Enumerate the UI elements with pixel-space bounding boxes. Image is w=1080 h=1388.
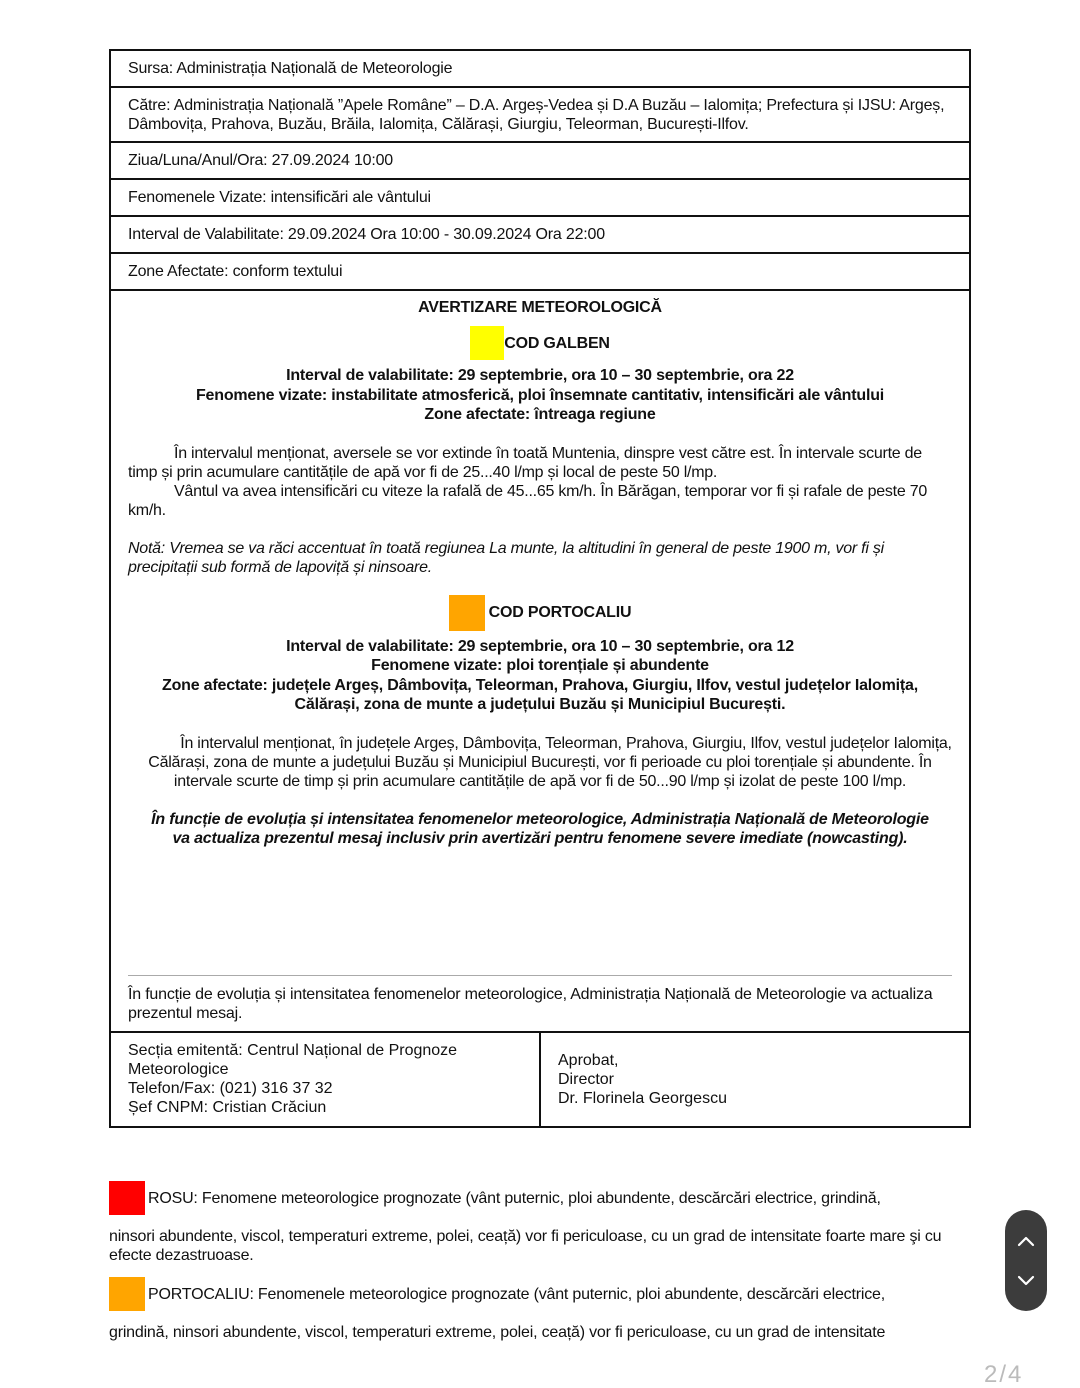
issuing-chief: Șef CNPM: Cristian Crăciun xyxy=(128,1099,327,1116)
legend-red-rest: ninsori abundente, viscol, temperaturi extreme, polei, ceață) vor fi periculoase, cu un grad de intensitate foarte mare şi cu efecte dezastruoase. xyxy=(109,1228,942,1264)
warning-title: AVERTIZARE METEOROLOGICĂ xyxy=(418,299,662,316)
approval-label: Aprobat, xyxy=(558,1052,619,1069)
orange-code-label: COD PORTOCALIU xyxy=(488,604,632,621)
chevron-down-icon xyxy=(1017,1275,1035,1287)
separator-line xyxy=(128,975,952,976)
legend-red xyxy=(109,1180,969,1265)
previous-page-button[interactable] xyxy=(1011,1228,1041,1254)
chevron-up-icon xyxy=(1017,1235,1035,1247)
zones-text: Zone Afectate: conform textului xyxy=(128,263,343,280)
page-counter: 2/4 xyxy=(984,1361,1024,1388)
orange-phenomena: Fenomene vizate: ploi torențiale și abundente xyxy=(371,657,709,674)
orange-details xyxy=(128,637,952,715)
date-row xyxy=(111,143,969,180)
validity-text: Interval de Valabilitate: 29.09.2024 Ora 10:00 - 30.09.2024 Ora 22:00 xyxy=(128,226,605,243)
source-row xyxy=(111,51,969,88)
yellow-paragraph-2: Vântul va avea intensificări cu viteze la rafală de 45...65 km/h. În Bărăgan, temporar vor fi și rafale de peste 70 km/h. xyxy=(128,482,928,519)
issuing-section-name: Secția emitentă: Centrul Național de Prognoze Meteorologice xyxy=(128,1042,458,1078)
warning-body xyxy=(111,291,969,1033)
zones-row xyxy=(111,254,969,291)
yellow-phenomena: Fenomene vizate: instabilitate atmosferică, ploi însemnate cantitativ, intensificări ale vântului xyxy=(195,386,885,404)
recipients-row xyxy=(111,88,969,143)
phenomena-text: Fenomenele Vizate: intensificări ale vântului xyxy=(128,189,431,206)
approval-title: Director xyxy=(558,1071,615,1088)
legend-orange-first: PORTOCALIU: Fenomenele meteorologice prognozate (vânt puternic, ploi abundente, descărcări electrice, xyxy=(148,1285,885,1303)
yellow-note: Notă: Vremea se va răci accentuat în toată regiunea La munte, la altitudini în general de peste 1900 m, vor fi și precipitații sub formă de lapoviță și ninsoare. xyxy=(128,539,884,576)
yellow-zones: Zone afectate: întreaga regiune xyxy=(424,406,656,423)
footer-note: În funcție de evoluția și intensitatea fenomenelor meteorologice, Administrația Națională de Meteorologie va actualiza prezentul mesaj. xyxy=(128,986,933,1022)
recipients-text: Către: Administrația Națională ”Apele Române” – D.A. Argeș-Vedea și D.A Buzău – Ialomița; Prefectura și IJSU: Argeș, Dâmbovița, Prahova, Buzău, Brăila, Ialomița, Călărași, Giurgiu, Teleorman, București-Ilfov. xyxy=(128,97,945,133)
yellow-code-heading xyxy=(162,326,952,360)
yellow-code-label: COD GALBEN xyxy=(504,334,610,352)
signature-row xyxy=(111,1033,969,1126)
approval-name: Dr. Florinela Georgescu xyxy=(558,1090,727,1107)
red-swatch xyxy=(109,1181,145,1215)
approval-section xyxy=(541,1033,969,1126)
legend-red-first: ROSU: Fenomene meteorologice prognozate (vânt puternic, ploi abundente, descărcări electrice, grindină, xyxy=(148,1189,881,1207)
orange-paragraph: În intervalul menționat, în județele Argeș, Dâmbovița, Teleorman, Prahova, Giurgiu, Ilfov, vestul județelor Ialomița, Călărași, zona de munte a județului Buzău și Municipiul București, vor fi perioade cu ploi torențiale și abundente. În intervale scurte de timp și prin acumulare cantitățile de apă vor fi de 50...90 l/mp și izolat de peste 100 l/mp. xyxy=(148,734,952,790)
orange-interval: Interval de valabilitate: 29 septembrie, ora 10 – 30 septembrie, ora 12 xyxy=(286,637,794,655)
orange-code-swatch xyxy=(449,595,485,631)
yellow-details xyxy=(128,366,952,425)
orange-zones: Zone afectate: județele Argeș, Dâmbovița, Teleorman, Prahova, Giurgiu, Ilfov, vestul județelor Ialomița, Călărași, zona de munte a județului Buzău și Municipiul București. xyxy=(162,676,918,713)
next-page-button[interactable] xyxy=(1011,1268,1041,1294)
orange-swatch xyxy=(109,1277,145,1311)
source-text: Sursa: Administrația Națională de Meteorologie xyxy=(128,60,453,77)
issuing-phone: Telefon/Fax: (021) 316 37 32 xyxy=(128,1080,333,1097)
legend-orange xyxy=(109,1276,969,1342)
yellow-paragraph-1: În intervalul menționat, aversele se vor extinde în toată Muntenia, dinspre vest către est. În intervale scurte de timp și prin acumulare cantitățile de apă vor fi de 25...40 l/mp și local de peste 50 l/mp. xyxy=(128,444,922,481)
warning-document-table xyxy=(109,49,971,1128)
orange-code-heading xyxy=(128,595,952,631)
yellow-code-swatch xyxy=(470,326,504,360)
validity-row xyxy=(111,217,969,254)
legend-orange-rest: grindină, ninsori abundente, viscol, temperaturi extreme, polei, ceață) vor fi periculoase, cu un grad de intensitate xyxy=(109,1324,886,1341)
update-notice: În funcție de evoluția și intensitatea fenomenelor meteorologice, Administrația Națională de Meteorologie va actualiza prezentul mesaj inclusiv prin avertizări pentru fenomene severe imediate (nowcasting). xyxy=(151,810,929,847)
issuing-section xyxy=(111,1033,541,1126)
page-navigation-control xyxy=(1005,1210,1047,1311)
date-text: Ziua/Luna/Anul/Ora: 27.09.2024 10:00 xyxy=(128,152,394,169)
yellow-interval: Interval de valabilitate: 29 septembrie, ora 10 – 30 septembrie, ora 22 xyxy=(286,367,794,384)
phenomena-row xyxy=(111,180,969,217)
